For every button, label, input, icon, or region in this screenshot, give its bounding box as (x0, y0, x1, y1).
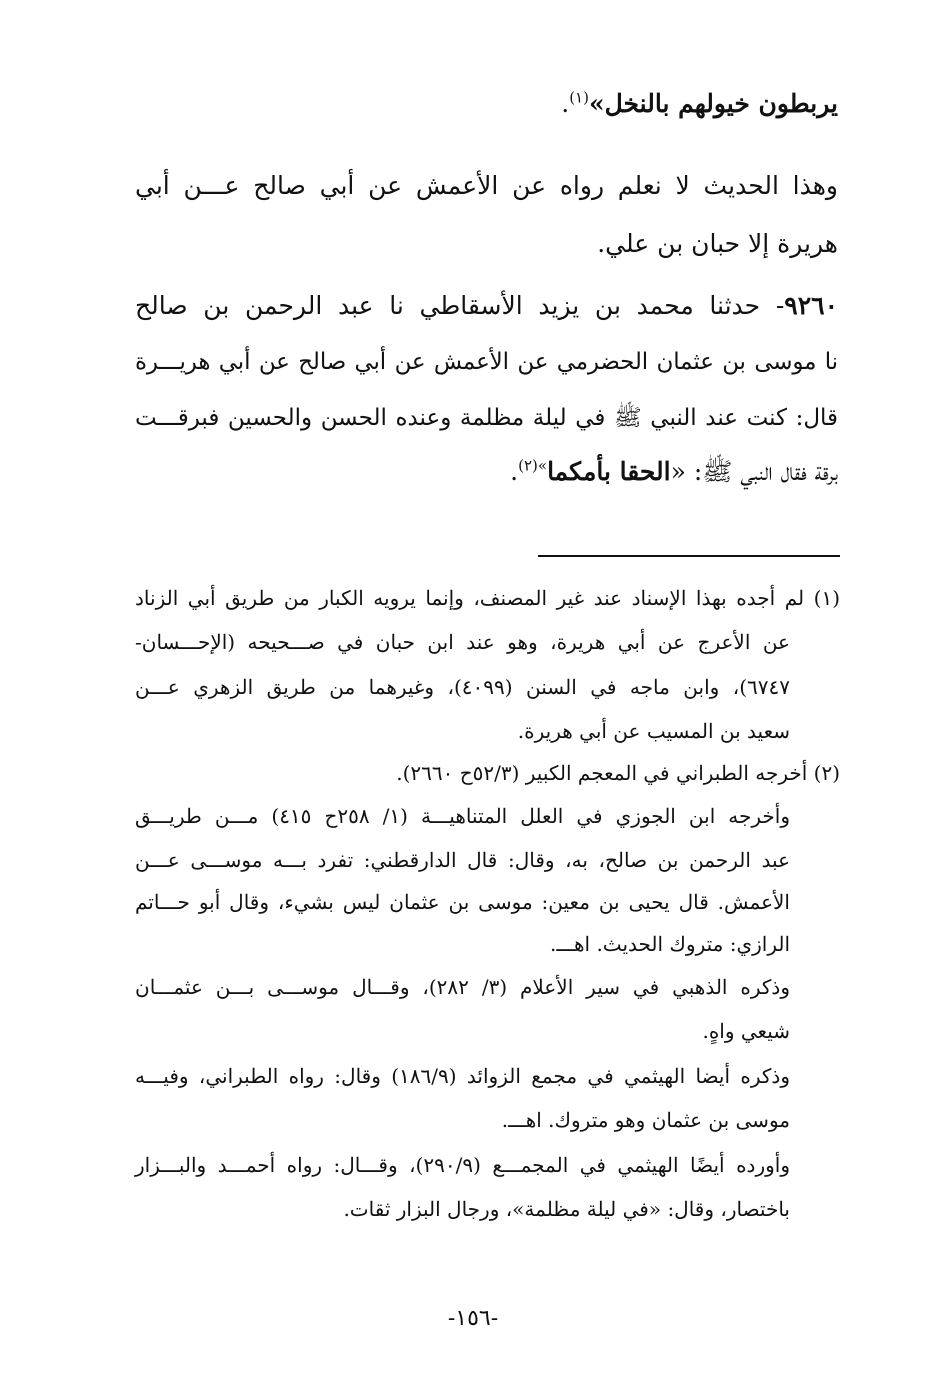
hadith-number: ٩٢٦٠ (784, 291, 838, 320)
main-line-7-bold: الحقا بأمكما (547, 457, 671, 486)
footnote-line-7: عبد الرحمن بن صالح، به، وقال: قال الدارقطني: تفرد بـــه موســـى عـــن (135, 848, 790, 872)
footnote-ref-2: »(٢) (518, 456, 548, 475)
footnote-line-15: باختصار، وقال: «في ليلة مظلمة»، ورجال البزار ثقات. (343, 1197, 790, 1221)
main-line-2: وهذا الحديث لا نعلم رواه عن الأعمش عن أبي صالح عـــن أبي (135, 171, 838, 200)
main-line-6: قال: كنت عند النبي ﷺ في ليلة مظلمة وعنده الحسن والحسين فبرقـــت (135, 405, 838, 431)
main-line-3: هريرة إلا حبان بن علي. (597, 229, 838, 258)
footnote-line-8: الأعمش. قال يحيى بن معين: موسى بن عثمان ليس بشيء، وقال أبو حـــاتم (135, 890, 790, 914)
main-line-7-post: . (510, 457, 519, 486)
main-line-1-post: . (561, 89, 570, 118)
main-line-1 (520, 86, 838, 122)
footnote-line-12: وذكره أيضا الهيثمي في مجمع الزوائد (١٨٦/٩) وقال: رواه الطبراني، وفيـــه (135, 1064, 790, 1088)
main-line-7-pre: برقة فقال النبي ﷺ: « (670, 457, 838, 486)
footnote-ref-1: (١) (569, 88, 589, 107)
footnote-line-3: ٦٧٤٧)، وابن ماجه في السنن (٤٠٩٩)، وغيرهما من طريق الزهري عـــن (135, 675, 790, 699)
footnote-line-5: (٢) أخرجه الطبراني في المعجم الكبير (٥٢/٣ح ٢٦٦٠). (396, 761, 840, 785)
footnote-line-2: عن الأعرج عن أبي هريرة، وهو عند ابن حبان في صـــحيحه (الإحـــسان- (135, 630, 790, 654)
footnote-line-9: الرازي: متروك الحديث. اهـــ. (550, 932, 790, 956)
main-line-5: نا موسى بن عثمان الحضرمي عن الأعمش عن أبي صالح عن أبي هريـــرة (135, 349, 838, 375)
footnote-line-6: وأخرجه ابن الجوزي في العلل المتناهيـــة (١/ ٢٥٨ح ٤١٥) مـــن طريـــق (135, 804, 790, 828)
main-line-4-post: - حدثنا محمد بن يزيد الأسقاطي نا عبد الرحمن بن صالح (135, 291, 785, 320)
main-line-4 (135, 288, 838, 324)
main-line-7 (135, 454, 838, 490)
footnote-line-1: (١) لم أجده بهذا الإسناد عند غير المصنف، وإنما يرويه الكبار من طريق أبي الزناد (135, 586, 840, 610)
footnote-line-10: وذكره الذهبي في سير الأعلام (٣/ ٢٨٢)، وقـــال موســـى بـــن عثمـــان (135, 975, 790, 999)
page-number: -١٥٦- (447, 1306, 499, 1331)
footnote-line-11: شيعي واهٍ. (702, 1019, 790, 1043)
main-line-1-bold: يربطون خيولهم بالنخل» (588, 89, 838, 118)
footnote-line-4: سعيد بن المسيب عن أبي هريرة. (517, 719, 790, 743)
footnote-line-14: وأورده أيضًا الهيثمي في المجمـــع (٢٩٠/٩)، وقـــال: رواه أحمـــد والبـــزار (135, 1153, 790, 1177)
footnote-separator (538, 555, 840, 557)
footnote-line-13: موسى بن عثمان وهو متروك. اهـــ. (501, 1108, 790, 1132)
